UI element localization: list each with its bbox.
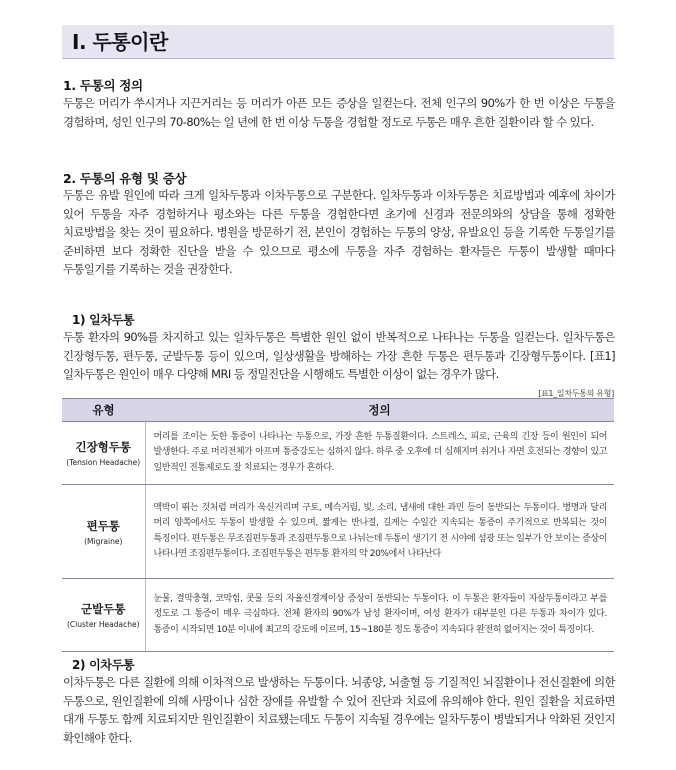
paragraph-definition: 두통은 머리가 쑤시거나 지끈거리는 등 머리가 아픈 모든 증상을 일컫는다. 전체 인구의 90%가 한 번 이상은 두통을 경험하며, 성인 인구의 70-80%는 일 년에 한 번 이상 두통을 경험할 정도로 두통은 매우 흔한 질환이라 할 수 있다. xyxy=(63,96,615,129)
type-cell xyxy=(62,579,145,652)
definition-text: 머리를 조이는 듯한 통증이 나타나는 두통으로, 가장 흔한 두통질환이다. 스트레스, 피로, 근육의 긴장 등이 원인이 되어 발생한다. 주로 머리전체가 아프며 통증강도는 심하지 않다. 하루 중 오후에 더 심해지며 쉬거나 자면 호전되는 경향이 있고 일반적인 진통제로도 잘 치료되는 경우가 흔하다. xyxy=(153,432,607,473)
section-heading-types: 2. 두통의 유형 및 증상 xyxy=(63,171,187,186)
table-row xyxy=(62,485,614,579)
page-title: Ⅰ. 두통이란 xyxy=(62,25,614,59)
table-row xyxy=(62,579,614,652)
definition-cell xyxy=(145,579,614,652)
table-row xyxy=(62,422,614,485)
paragraph-types: 두통은 유발 원인에 따라 크게 일차두통과 이차두통으로 구분한다. 일차두통과 이차두통은 치료방법과 예후에 차이가 있어 두통을 자주 경험하거나 평소와는 다른 두통을 경험한다면 초기에 신경과 전문의와의 상담을 통해 정확한 치료방법을 찾는 것이 필요하다. 병원을 방문하기 전, 본인이 경험하는 두통의 양상, 유발요인 등을 기록한 두통일기를 준비하면 보다 정확한 진단을 받을 수 있으므로 평소에 두통을 자주 경험하는 환자들은 두통이 발생할 때마다 두통일기를 기록하는 것을 권장한다. xyxy=(63,188,615,276)
paragraph-secondary: 이차두통은 다른 질환에 의해 이차적으로 발생하는 두통이다. 뇌종양, 뇌출혈 등 기질적인 뇌질환이나 전신질환에 의한 두통으로, 원인질환에 의해 사망이나 심한 장애를 유발할 수 있어 진단과 치료에 유의해야 한다. 원인 질환을 치료하면 대개 두통도 함께 치료되지만 원인질환이 치료됐는데도 두통이 지속될 경우에는 일차두통이 병발되거나 악화된 것인지 확인해야 한다. xyxy=(63,675,615,745)
type-name-english: (Tension Headache) xyxy=(66,458,141,467)
table-header-row xyxy=(62,399,614,422)
definition-text: 맥박이 뛰는 것처럼 머리가 욱신거리며 구토, 메슥거림, 빛, 소리, 냄새에 대한 과민 등이 동반되는 두통이다. 병명과 달리 머리 양쪽에서도 두통이 발생할 수 있으며, 짧게는 반나절, 길게는 수일간 지속되는 통증이 주기적으로 반복되는 것이 특징이다. 편두통은 무조짐편두통과 조짐편두통으로 나뉘는데 두통이 생기기 전 시야에 섬광 또는 일부가 안 보이는 증상이 나타나면 조짐편두통이다. 조짐편두통은 편두통 환자의 약 20%에서 나타난다 xyxy=(153,503,607,559)
definition-text: 눈물, 결막충혈, 코막힘, 콧물 등의 자율신경계이상 증상이 동반되는 두통이다. 이 두통은 환자들이 자살두통이라고 부를 정도로 그 통증이 매우 극심하다. 전체 환자의 90%가 남성 환자이며, 여성 환자가 대부분인 다른 두통과 차이가 있다. 통증이 시작되면 10분 이내에 최고의 강도에 이르며, 15~180분 정도 통증이 지속되다 완전히 없어지는 것이 특징이다. xyxy=(153,594,607,635)
type-cell xyxy=(62,485,145,579)
table-header-type: 유형 xyxy=(62,399,145,422)
primary-headache-table xyxy=(62,398,614,652)
definition-cell xyxy=(145,485,614,579)
definition-cell xyxy=(145,422,614,485)
type-name-korean: 긴장형두통 xyxy=(75,440,132,454)
table-header-definition: 정의 xyxy=(145,399,614,422)
subsection-heading-primary: 1) 일차두통 xyxy=(72,313,135,327)
type-name-korean: 편두통 xyxy=(86,518,120,533)
type-name-english: (Cluster Headache) xyxy=(66,620,140,629)
section-heading-definition: 1. 두통의 정의 xyxy=(63,78,143,93)
table-caption: [표1_일차두통의 유형] xyxy=(538,389,614,398)
paragraph-primary: 두통 환자의 90%를 차지하고 있는 일차두통은 특별한 원인 없이 반복적으로 나타나는 두통을 일컫는다. 일차두통은 긴장형두통, 편두통, 군발두통 등이 있으며, 일상생활을 방해하는 가장 흔한 두통은 편두통과 긴장형두통이다. [표1] 일차두통은 원인이 매우 다양해 MRI 등 정밀진단을 시행해도 특별한 이상이 없는 경우가 많다. xyxy=(63,330,615,381)
type-cell xyxy=(62,422,145,485)
type-name-korean: 군발두통 xyxy=(81,602,126,616)
type-name-english: (Migraine) xyxy=(84,536,123,546)
subsection-heading-secondary: 2) 이차두통 xyxy=(72,658,135,672)
